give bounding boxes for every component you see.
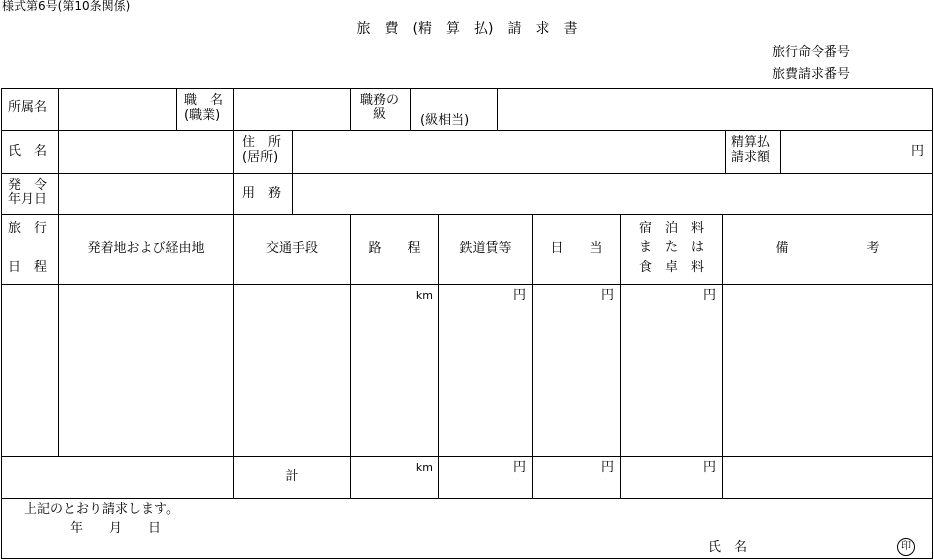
- lodging-header-line3: 食 卓 料: [638, 260, 704, 275]
- purpose-label: 用 務: [242, 186, 282, 201]
- route-header: 発着地および経由地: [87, 241, 205, 256]
- address-label-line2: (居所): [242, 150, 279, 165]
- lodging-header-line1: 宿 泊 料: [638, 221, 704, 236]
- daily-allowance-header: 日 当: [550, 241, 603, 256]
- daily-yen-unit: 円: [600, 288, 614, 303]
- distance-header: 路 程: [368, 241, 421, 256]
- lodging-yen-unit: 円: [702, 288, 716, 303]
- travel-order-number-label: 旅行命令番号: [772, 45, 851, 60]
- grade-label-line1: 職務の: [360, 93, 400, 108]
- affiliation-label: 所属名: [8, 100, 48, 115]
- total-rail-fare-yen-unit: 円: [512, 460, 526, 475]
- claim-statement: 上記のとおり請求します。: [24, 502, 179, 517]
- schedule-label-line1: 旅 行: [8, 221, 48, 236]
- claim-amount-label-line1: 精算払: [731, 135, 771, 150]
- total-lodging-yen-unit: 円: [702, 460, 716, 475]
- travel-claim-number-label: 旅費請求番号: [772, 67, 851, 82]
- form-number: 様式第6号(第10条関係): [2, 0, 131, 13]
- remarks-header: 備 考: [775, 241, 880, 256]
- transport-header: 交通手段: [265, 241, 318, 256]
- total-distance-km-unit: km: [415, 461, 433, 474]
- claim-date: 年 月 日: [70, 521, 162, 536]
- schedule-label-line2: 日 程: [8, 260, 48, 275]
- rail-fare-yen-unit: 円: [512, 288, 526, 303]
- order-date-label-line1: 発 令: [8, 178, 48, 193]
- seal-mark: 印: [897, 538, 915, 556]
- total-label: 計: [285, 469, 299, 484]
- position-label-line2: (職業): [184, 108, 221, 123]
- name-label: 氏 名: [8, 144, 48, 159]
- distance-km-unit: km: [415, 289, 433, 302]
- grade-equivalent-label: (級相当): [420, 113, 470, 128]
- claim-amount-label-line2: 請求額: [731, 150, 771, 165]
- position-label-line1: 職 名: [184, 93, 224, 108]
- lodging-header-line2: ま た は: [638, 240, 704, 255]
- claim-amount-yen-unit: 円: [911, 144, 925, 159]
- form-title: 旅 費 (精 算 払) 請 求 書: [356, 21, 578, 37]
- order-date-label-line2: 年月日: [8, 192, 48, 207]
- total-daily-yen-unit: 円: [600, 460, 614, 475]
- grade-label-line2: 級: [373, 107, 387, 122]
- address-label-line1: 住 所: [242, 135, 282, 150]
- claimant-name-label: 氏 名: [708, 540, 748, 555]
- rail-fare-header: 鉄道賃等: [459, 241, 512, 256]
